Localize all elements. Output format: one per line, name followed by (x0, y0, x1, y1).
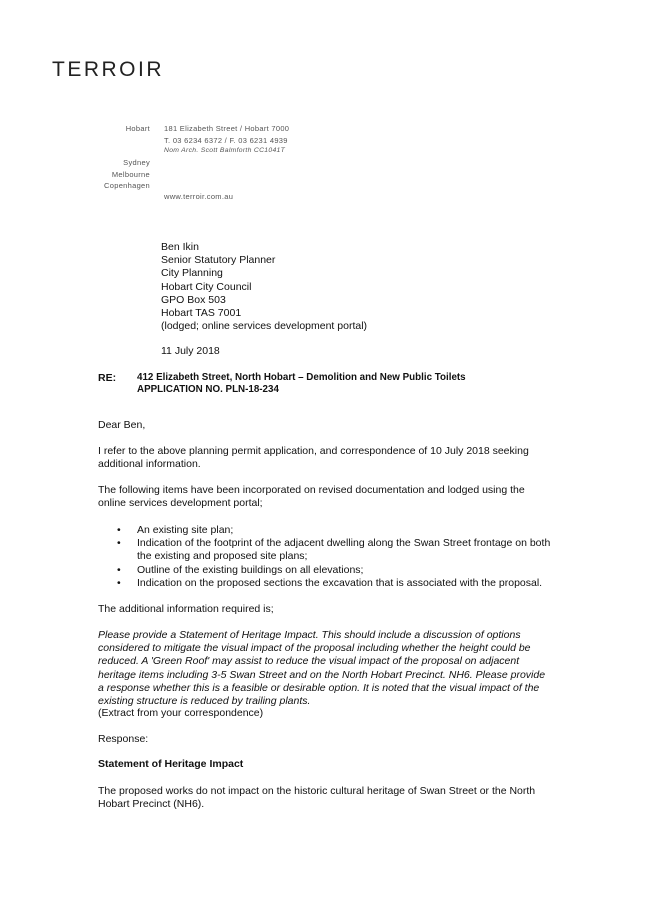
office-address: 181 Elizabeth Street / Hobart 7000 (164, 124, 290, 133)
recipient-line: City Planning (161, 267, 223, 280)
extract-note: (Extract from your correspondence) (98, 707, 264, 719)
recipient-address (161, 241, 367, 333)
list-item: • Indication on the proposed sections the excavation that is associated with the proposal. (98, 577, 553, 590)
office-city-sydney: Sydney (123, 158, 150, 167)
office-phone: T. 03 6234 6372 / F. 03 6231 4939 (164, 136, 288, 145)
re-subject-line1: 412 Elizabeth Street, North Hobart – Demolition and New Public Toilets (137, 372, 466, 383)
recipient-line: Senior Statutory Planner (161, 254, 276, 267)
recipient-line: GPO Box 503 (161, 293, 226, 306)
recipient-line: Ben Ikin (161, 241, 199, 253)
recipient-line: (lodged; online services development portal) (161, 320, 368, 333)
response-label: Response: (98, 733, 149, 745)
letter-date: 11 July 2018 (161, 345, 220, 357)
paragraph-required: The additional information required is; (98, 603, 274, 615)
list-item: • Indication of the footprint of the adjacent dwelling along the Swan Street frontage on both the existing and proposed site plans; (98, 537, 553, 563)
office-city-copenhagen: Copenhagen (104, 181, 150, 190)
office-city-hobart: Hobart (125, 124, 150, 133)
recipient-line: Hobart TAS 7001 (161, 307, 242, 320)
list-item: • Outline of the existing buildings on all elevations; (98, 564, 553, 577)
re-label: RE: (98, 372, 117, 384)
quoted-request: Please provide a Statement of Heritage Impact. This should include a discussion of options considered to mitigate the visual impact of the proposal including whether the height could be reduced. A 'Green Roof' may assist to reduce the visual impact of the proposal on adjacent heritage items including 3-5 Swan Street and on the North Hobart Precinct. NH6. Please provide a response whether this is a feasible or desirable option. It is noted that the visual impact of the existing structure is reduced by trailing plants. (98, 629, 546, 708)
company-logo: TERROIR (52, 58, 164, 81)
items-list (98, 524, 553, 590)
recipient-line: Hobart City Council (161, 280, 252, 293)
section-heading: Statement of Heritage Impact (98, 758, 244, 770)
office-city-melbourne: Melbourne (111, 170, 150, 179)
office-website[interactable]: www.terroir.com.au (164, 192, 234, 201)
office-architect: Nom Arch. Scott Balmforth CC1041T (164, 147, 286, 154)
salutation: Dear Ben, (98, 419, 146, 431)
paragraph-response: The proposed works do not impact on the historic cultural heritage of Swan Street or the North Hobart Precinct (NH6). (98, 785, 536, 811)
paragraph-items: The following items have been incorporated on revised documentation and lodged using the online services development portal; (98, 484, 525, 510)
list-item: • An existing site plan; (98, 524, 553, 537)
re-subject (137, 372, 466, 396)
re-subject-line2: APPLICATION NO. PLN-18-234 (137, 384, 279, 395)
paragraph-intro: I refer to the above planning permit application, and correspondence of 10 July 2018 seeking additional information. (98, 445, 529, 471)
